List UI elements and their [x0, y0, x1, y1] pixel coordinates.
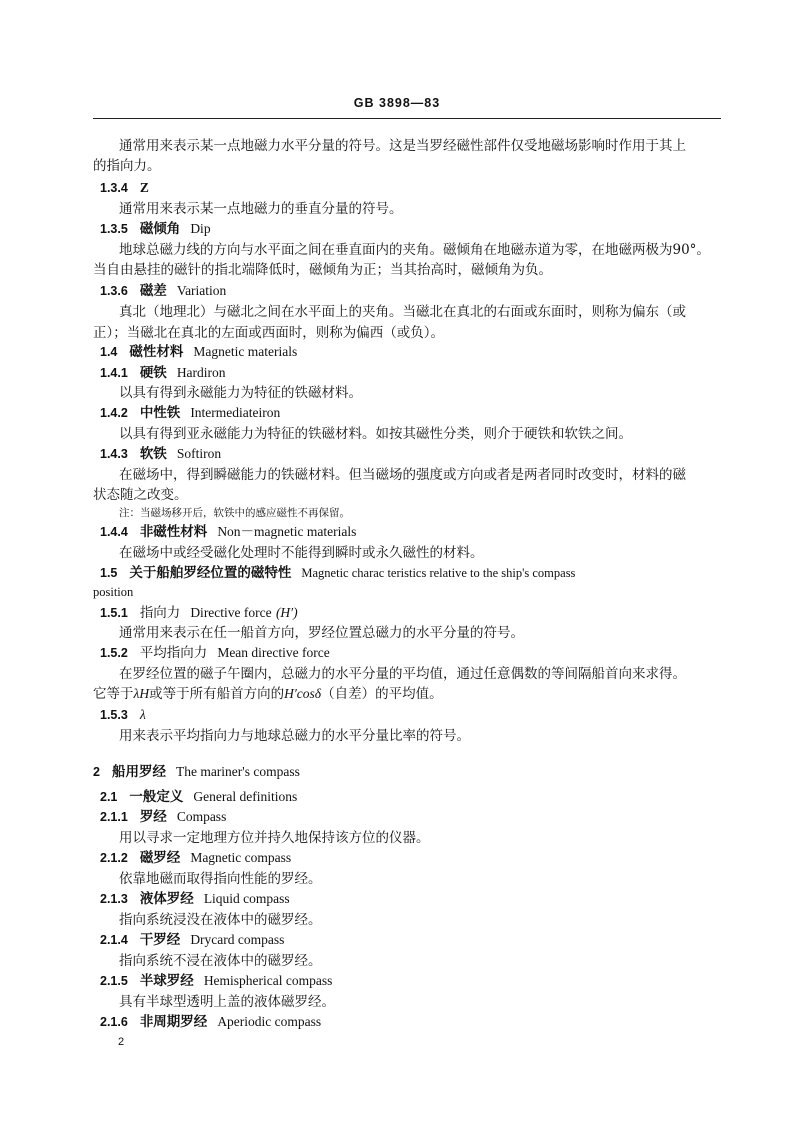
term-zh: 罗经 — [139, 809, 167, 825]
term-zh: 船用罗经 — [111, 764, 166, 780]
section-heading-1-3-4 — [100, 178, 728, 198]
term-zh: 硬铁 — [139, 365, 167, 381]
term-en: Intermediateiron — [190, 405, 281, 420]
paragraph-line: 通常用来表示某一点地磁力水平分量的符号。这是当罗经磁性部件仅受地磁场影响时作用于其上 — [119, 138, 686, 154]
note: 注：当磁场移开后，软铁中的感应磁性不再保留。 — [119, 507, 350, 519]
paragraph-line: 以具有得到亚永磁能力为特征的铁磁材料。如按其磁性分类，则介于硬铁和软铁之间。 — [119, 426, 632, 442]
section-heading-1-5-2 — [100, 643, 728, 663]
term-en: Drycard compass — [190, 932, 285, 947]
term-en-continued: position — [93, 585, 134, 599]
page-header: GB 3898—83 — [353, 96, 441, 110]
term-zh: 中性铁 — [139, 405, 181, 421]
term-zh: 平均指向力 — [139, 645, 208, 661]
term-en: Variation — [176, 283, 227, 298]
section-number: 1.5 — [100, 566, 118, 580]
paragraph-line: 用以寻求一定地理方位并持久地保持该方位的仪器。 — [119, 830, 430, 846]
section-number: 2.1.2 — [100, 851, 128, 865]
section-number: 1.5.3 — [100, 708, 128, 722]
paragraph-line: 状态随之改变。 — [93, 487, 188, 503]
section-heading-1-3-5 — [100, 219, 728, 239]
section-heading-1-4-3 — [100, 444, 728, 464]
paragraph-line: 以具有得到永磁能力为特征的铁磁材料。 — [119, 385, 362, 401]
paragraph-line: 依靠地磁而取得指向性能的罗经。 — [119, 871, 322, 887]
section-heading-1-4 — [100, 342, 728, 362]
term-zh: 磁罗经 — [139, 850, 181, 866]
term-zh: 干罗经 — [139, 932, 181, 948]
text-segment: （自差）的平均值。 — [321, 686, 443, 702]
paragraph-line: 指向系统不浸在液体中的磁罗经。 — [119, 953, 322, 969]
section-number: 2.1.4 — [100, 933, 128, 947]
section-heading-1-4-4 — [100, 522, 728, 542]
paragraph-line: 在磁场中，得到瞬磁能力的铁磁材料。但当磁场的强度或方向或者是两者同时改变时，材料的磁 — [119, 467, 686, 483]
term-en: Mean directive force — [217, 645, 330, 660]
section-number: 1.5.2 — [100, 646, 128, 660]
section-heading-2-1-2 — [100, 848, 728, 868]
symbol: λH — [133, 686, 150, 701]
paragraph-line: 在磁场中或经受磁化处理时不能得到瞬时或永久磁性的材料。 — [119, 545, 484, 561]
section-heading-2-1-1 — [100, 807, 728, 827]
term-en: Aperiodic compass — [217, 1014, 322, 1029]
header-rule — [93, 118, 721, 119]
paragraph-line: 地球总磁力线的方向与水平面之间在垂直面内的夹角。磁倾角在地磁赤道为零，在地磁两极为90°。 — [119, 242, 710, 258]
paragraph-line: 在罗经位置的磁子午圈内，总磁力的水平分量的平均值，通过任意偶数的等间隔船首向来求得。 — [119, 666, 686, 682]
term-en: Dip — [190, 221, 211, 236]
paragraph-line: 当自由悬挂的磁针的指北端降低时，磁倾角为正；当其抬高时，磁倾角为负。 — [93, 262, 552, 278]
term-en: Liquid compass — [203, 891, 290, 906]
section-number: 2.1.6 — [100, 1015, 128, 1029]
section-number: 1.4.4 — [100, 525, 128, 539]
term-zh: 半球罗经 — [139, 973, 194, 989]
section-number: 1.4.1 — [100, 366, 128, 380]
section-number: 1.4 — [100, 345, 118, 359]
term-zh: 磁差 — [139, 283, 167, 299]
term-zh: 软铁 — [139, 446, 167, 462]
term-en: Hemispherical compass — [203, 973, 333, 988]
term-zh: 关于船舶罗经位置的磁特性 — [129, 565, 292, 581]
paragraph-line: 通常用来表示在任一船首方向，罗经位置总磁力的水平分量的符号。 — [119, 625, 524, 641]
term-zh: 非周期罗经 — [139, 1014, 208, 1030]
paragraph-line: 真北（地理北）与磁北之间在水平面上的夹角。当磁北在真北的右面或东面时，则称为偏东（或 — [119, 304, 686, 320]
paragraph-line: 正）；当磁北在真北的左面或西面时，则称为偏西（或负）。 — [93, 325, 444, 341]
term-en: The mariner's compass — [175, 764, 300, 779]
term-zh: 液体罗经 — [139, 891, 194, 907]
section-number: 2.1.3 — [100, 892, 128, 906]
term-zh: 磁倾角 — [139, 221, 181, 237]
section-number: 2 — [93, 765, 100, 779]
section-heading-2-1-3 — [100, 889, 728, 909]
section-heading-2-1-4 — [100, 930, 728, 950]
term-en: Non－magnetic materials — [217, 524, 357, 539]
paragraph-line: 用来表示平均指向力与地球总磁力的水平分量比率的符号。 — [119, 728, 470, 744]
section-title: λ — [139, 707, 146, 722]
section-number: 1.3.6 — [100, 284, 128, 298]
term-en: General definitions — [193, 789, 298, 804]
section-heading-1-4-2 — [100, 403, 728, 423]
paragraph-line: 具有半球型透明上盖的液体磁罗经。 — [119, 994, 335, 1010]
section-number: 1.3.5 — [100, 222, 128, 236]
term-en: Directive force — [190, 605, 272, 620]
paragraph-line-with-formula — [93, 684, 721, 704]
section-heading-2-1-6 — [100, 1012, 728, 1032]
term-zh: 磁性材料 — [129, 344, 184, 360]
section-heading-1-5 — [100, 563, 728, 583]
term-en: Magnetic materials — [193, 344, 298, 359]
section-number: 1.5.1 — [100, 606, 128, 620]
symbol: H′cosδ — [284, 686, 322, 701]
term-en: Softiron — [176, 446, 222, 461]
paragraph-line: 通常用来表示某一点地磁力的垂直分量的符号。 — [119, 201, 403, 217]
section-heading-1-5-3 — [100, 705, 728, 725]
text-segment: 或等于所有船首方向的 — [149, 686, 285, 702]
term-zh: 指向力 — [139, 605, 181, 621]
page-number: 2 — [118, 1036, 125, 1048]
section-title: Z — [139, 180, 149, 195]
section-number: 1.3.4 — [100, 181, 128, 195]
section-number: 2.1.5 — [100, 974, 128, 988]
section-heading-2-1-5 — [100, 971, 728, 991]
chapter-heading-2 — [93, 762, 721, 782]
term-en: Magnetic compass — [190, 850, 292, 865]
paragraph-line: 的指向力。 — [93, 158, 161, 174]
paragraph-line: 指向系统浸没在液体中的磁罗经。 — [119, 912, 322, 928]
term-zh: 一般定义 — [129, 789, 184, 805]
section-number: 2.1 — [100, 790, 118, 804]
term-en: Hardiron — [176, 365, 226, 380]
section-number: 1.4.2 — [100, 406, 128, 420]
section-heading-1-3-6 — [100, 281, 728, 301]
section-heading-1-5-1 — [100, 603, 728, 623]
symbol: (H′) — [275, 605, 298, 620]
section-heading-2-1 — [100, 787, 728, 807]
section-number: 1.4.3 — [100, 447, 128, 461]
term-en: Magnetic charac teristics relative to the ship's compass — [301, 566, 576, 580]
text-segment: 它等于 — [93, 686, 134, 702]
section-heading-1-4-1 — [100, 363, 728, 383]
section-number: 2.1.1 — [100, 810, 128, 824]
term-en: Compass — [176, 809, 227, 824]
term-zh: 非磁性材料 — [139, 524, 208, 540]
